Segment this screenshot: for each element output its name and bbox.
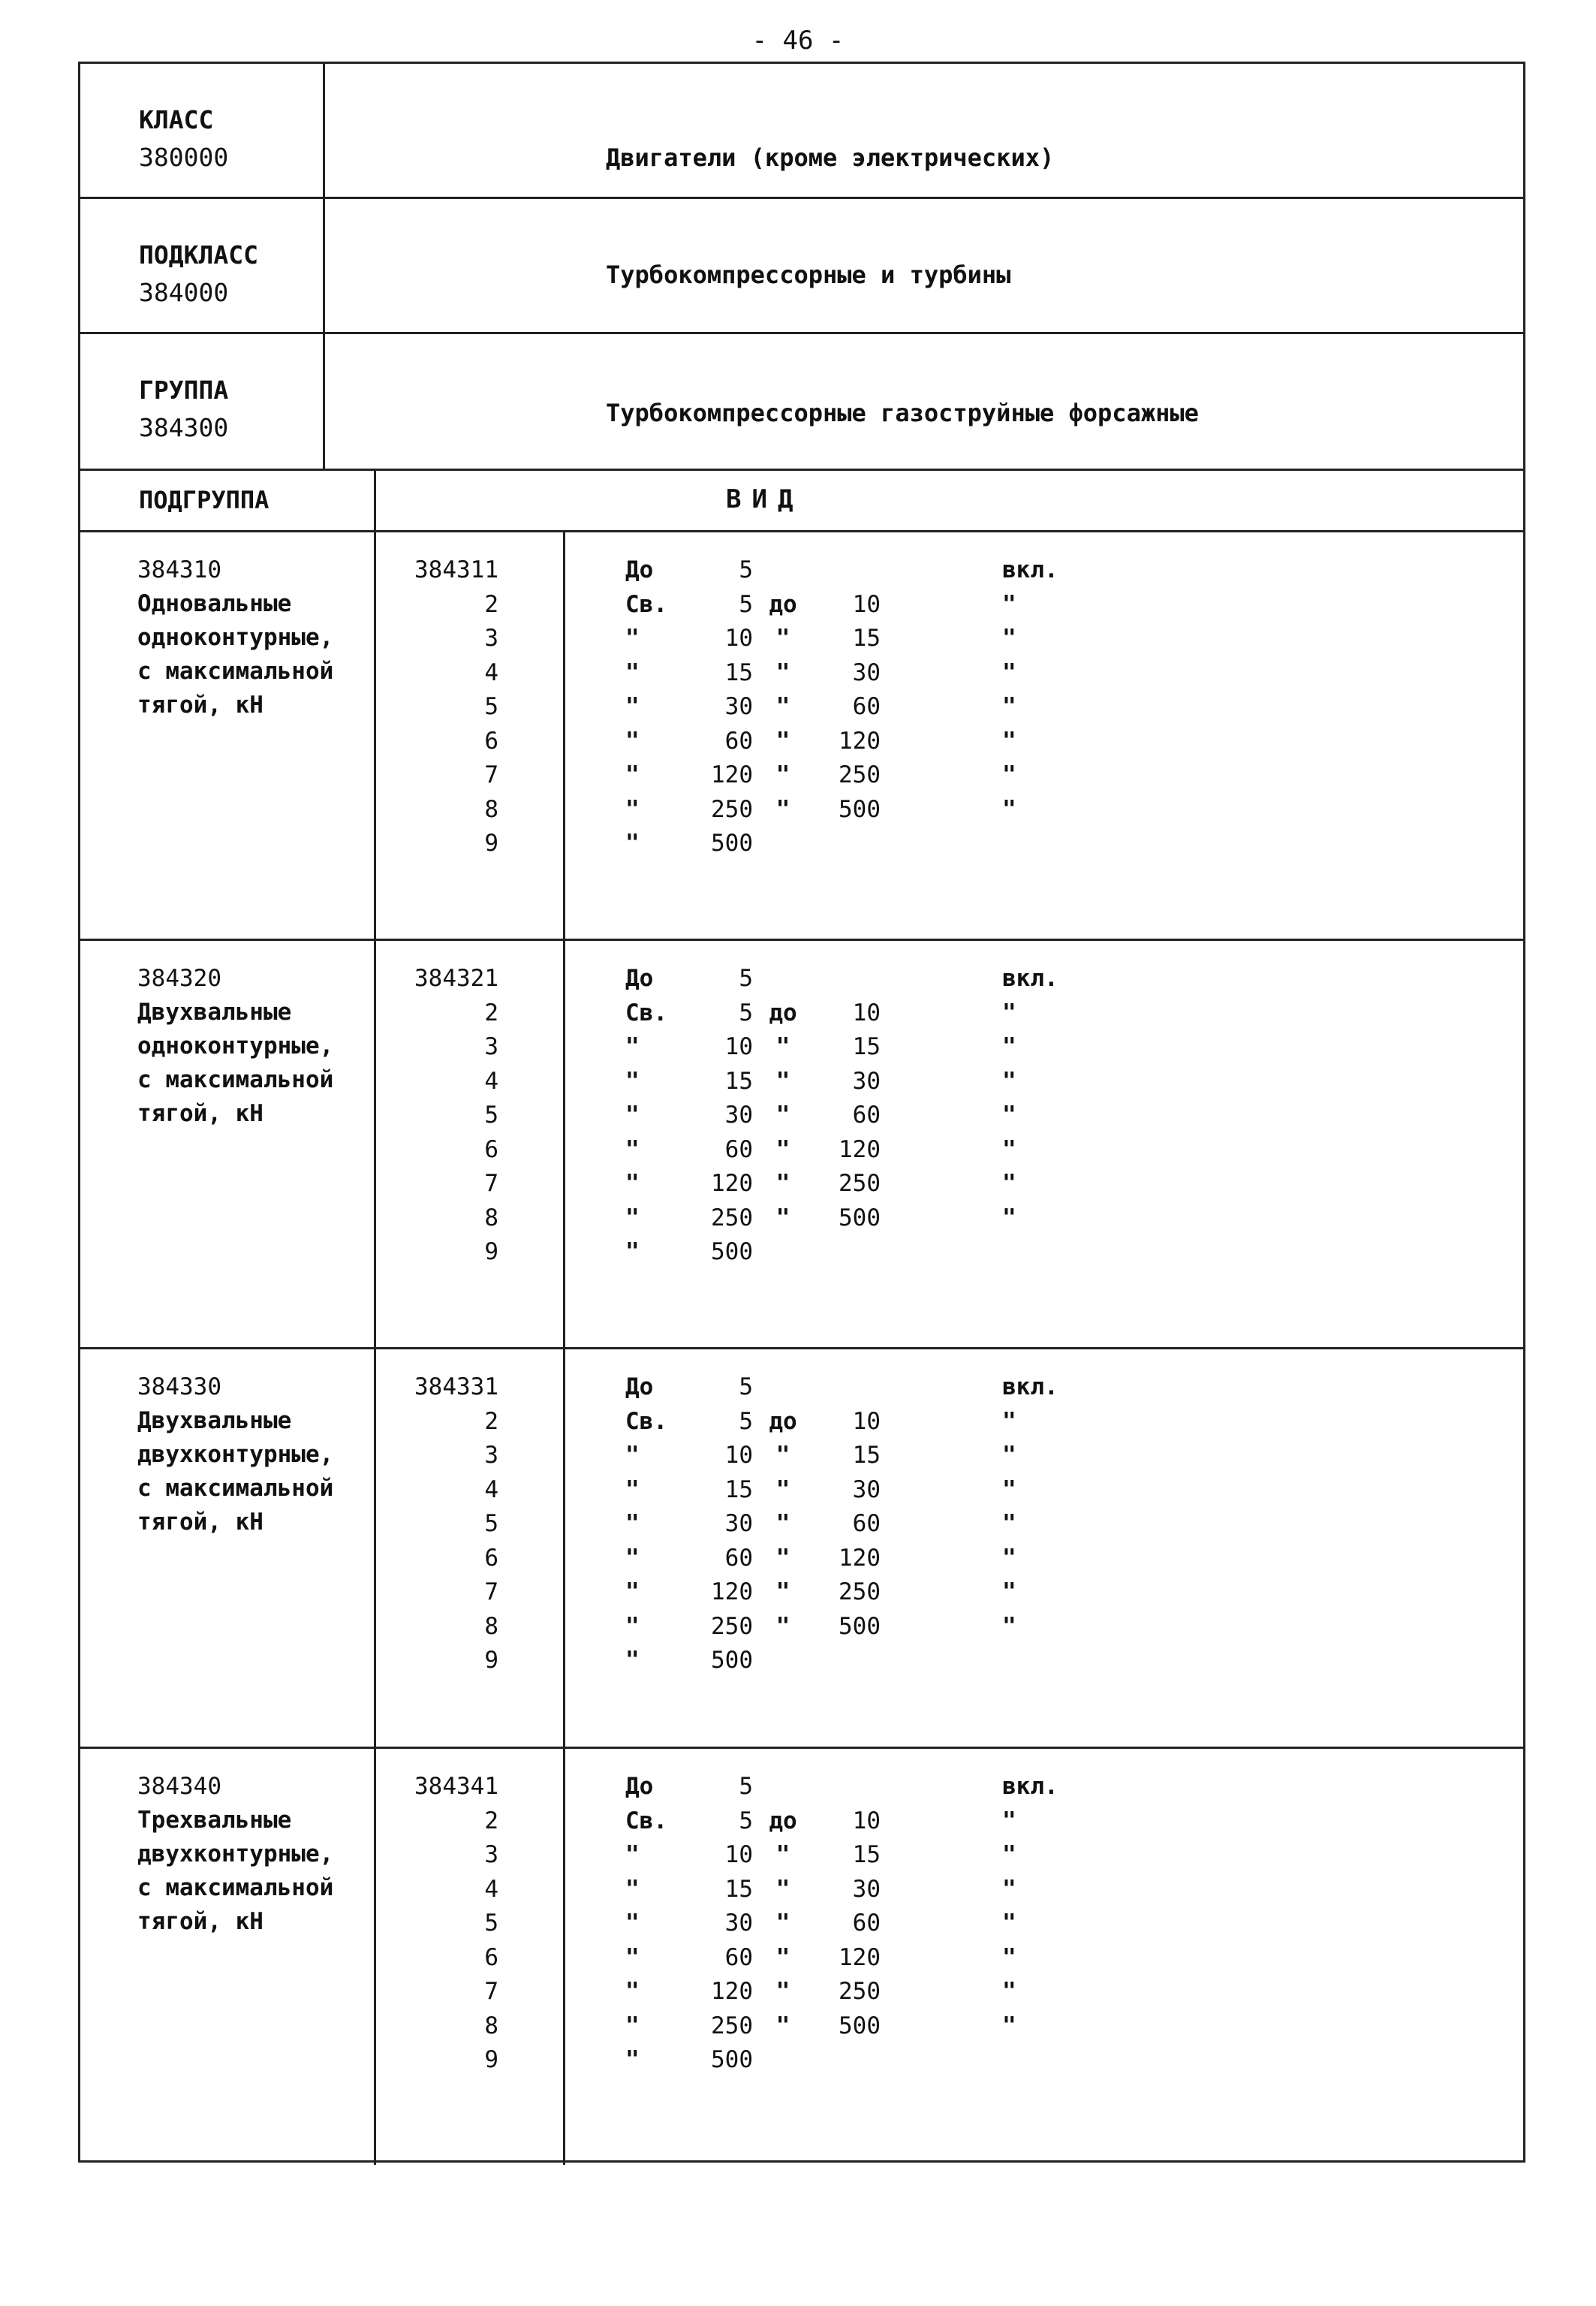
range-from: 250	[711, 1612, 753, 1640]
range-to: "	[775, 1510, 790, 1537]
range-row	[565, 1941, 1241, 1976]
kind-code: 5	[484, 1102, 498, 1129]
range-pre: Св.	[625, 590, 667, 618]
range-row	[565, 656, 1241, 691]
subclass-row	[80, 199, 1523, 334]
range-row	[565, 1770, 1241, 1804]
range-to: "	[775, 1135, 790, 1163]
range-from: 5	[739, 1407, 753, 1435]
range-pre: "	[625, 1170, 640, 1197]
range-from: 500	[711, 830, 753, 857]
range-upto: 500	[839, 1204, 881, 1231]
range-from: 15	[724, 1476, 753, 1503]
kind-code: 7	[484, 1978, 498, 2005]
range-incl: "	[1002, 2012, 1016, 2039]
subgroup-block	[80, 532, 1523, 941]
range-from: 120	[711, 1578, 753, 1605]
range-pre: "	[625, 1910, 640, 1937]
range-row	[565, 962, 1241, 996]
range-pre: "	[625, 1204, 640, 1231]
range-incl: "	[1002, 1612, 1016, 1640]
range-upto: 15	[852, 625, 881, 652]
range-from: 500	[711, 1647, 753, 1674]
range-pre: "	[625, 2046, 640, 2073]
range-to: до	[769, 999, 797, 1026]
range-pre: "	[625, 2012, 640, 2039]
range-upto: 30	[852, 1067, 881, 1095]
range-row	[565, 1542, 1241, 1576]
range-to: "	[775, 693, 790, 720]
kind-code: 384321	[414, 965, 498, 992]
range-row	[565, 622, 1241, 656]
range-pre: Св.	[625, 999, 667, 1026]
range-row	[565, 588, 1241, 622]
range-pre: "	[625, 1875, 640, 1903]
subgroup-code: 384310	[137, 556, 221, 583]
range-to: "	[775, 1442, 790, 1469]
subgroup-description	[80, 532, 376, 939]
range-from: 15	[724, 1875, 753, 1903]
range-pre: "	[625, 1647, 640, 1674]
range-upto: 500	[839, 1612, 881, 1640]
kind-code: 3	[484, 1033, 498, 1060]
range-incl: "	[1002, 659, 1016, 686]
subgroup-title-line: тягой, кН	[137, 1908, 263, 1935]
range-to: "	[775, 1170, 790, 1197]
range-row	[565, 996, 1241, 1031]
range-from: 5	[739, 590, 753, 618]
range-pre: "	[625, 761, 640, 788]
range-upto: 250	[839, 1170, 881, 1197]
kind-code: 8	[484, 1612, 498, 1640]
range-incl: "	[1002, 761, 1016, 788]
range-from: 10	[724, 1841, 753, 1868]
range-upto: 120	[839, 1544, 881, 1572]
range-to: "	[775, 1841, 790, 1868]
subgroup-column-header: ПОДГРУППА	[80, 471, 376, 530]
subgroup-title-line: одноконтурные,	[137, 1032, 334, 1060]
range-to: "	[775, 761, 790, 788]
kind-code: 2	[484, 999, 498, 1026]
range-to: "	[775, 2012, 790, 2039]
range-incl: "	[1002, 1578, 1016, 1605]
range-pre: "	[625, 1578, 640, 1605]
range-upto: 10	[852, 1807, 881, 1834]
range-from: 250	[711, 795, 753, 823]
subgroup-title-line: с максимальной	[137, 1475, 334, 1502]
range-to: "	[775, 1102, 790, 1129]
range-upto: 250	[839, 761, 881, 788]
range-to: "	[775, 795, 790, 823]
range-incl: "	[1002, 1033, 1016, 1060]
subclass-label: ПОДКЛАСС	[139, 240, 258, 270]
range-pre: "	[625, 1442, 640, 1469]
range-to: "	[775, 1875, 790, 1903]
range-incl: "	[1002, 1476, 1016, 1503]
range-to: "	[775, 1612, 790, 1640]
kind-code: 3	[484, 625, 498, 652]
subgroup-block	[80, 941, 1523, 1349]
range-incl: "	[1002, 1875, 1016, 1903]
range-incl: вкл.	[1002, 556, 1058, 583]
range-pre: "	[625, 1033, 640, 1060]
subgroup-code: 384320	[137, 965, 221, 992]
range-to: до	[769, 1407, 797, 1435]
range-row	[565, 1405, 1241, 1439]
range-incl: "	[1002, 1135, 1016, 1163]
kind-code: 9	[484, 1238, 498, 1265]
range-row	[565, 1507, 1241, 1542]
kind-code: 8	[484, 1204, 498, 1231]
range-incl: "	[1002, 1510, 1016, 1537]
kind-code: 5	[484, 1910, 498, 1937]
range-incl: "	[1002, 625, 1016, 652]
subclass-code: 384000	[139, 278, 229, 307]
group-label: ГРУППА	[139, 375, 229, 405]
range-from: 120	[711, 761, 753, 788]
range-to: "	[775, 625, 790, 652]
kind-code: 3	[484, 1841, 498, 1868]
range-from: 10	[724, 1442, 753, 1469]
range-pre: "	[625, 830, 640, 857]
range-row	[565, 1873, 1241, 1907]
range-to: "	[775, 1578, 790, 1605]
kind-code: 384331	[414, 1373, 498, 1400]
range-from: 250	[711, 1204, 753, 1231]
range-row	[565, 827, 1241, 861]
subgroup-code: 384340	[137, 1773, 221, 1800]
range-pre: "	[625, 1102, 640, 1129]
range-to: "	[775, 1476, 790, 1503]
kind-code: 4	[484, 659, 498, 686]
kind-ranges	[565, 1770, 1241, 2078]
range-incl: "	[1002, 1807, 1016, 1834]
kind-code: 7	[484, 1170, 498, 1197]
group-label-cell	[80, 334, 325, 469]
subgroup-title-line: Двухвальные	[137, 1407, 292, 1434]
range-pre: "	[625, 1476, 640, 1503]
range-row	[565, 1804, 1241, 1839]
subgroup-block	[80, 1749, 1523, 2165]
range-row	[565, 1575, 1241, 1610]
range-row	[565, 1167, 1241, 1201]
kind-code: 8	[484, 2012, 498, 2039]
classification-table	[78, 62, 1525, 2163]
range-from: 60	[724, 1544, 753, 1572]
range-from: 5	[739, 965, 753, 992]
kind-code: 8	[484, 795, 498, 823]
subgroup-title-line: тягой, кН	[137, 1100, 263, 1127]
range-from: 500	[711, 1238, 753, 1265]
group-text: Турбокомпрессорные газоструйные форсажные	[606, 399, 1199, 427]
range-incl: "	[1002, 795, 1016, 823]
range-upto: 250	[839, 1578, 881, 1605]
range-from: 120	[711, 1978, 753, 2005]
group-code: 384300	[139, 413, 229, 442]
range-pre: "	[625, 1067, 640, 1095]
range-row	[565, 1370, 1241, 1405]
kind-code: 2	[484, 1807, 498, 1834]
kind-code: 9	[484, 830, 498, 857]
kind-code: 384341	[414, 1773, 498, 1800]
kind-code: 7	[484, 1578, 498, 1605]
range-from: 10	[724, 625, 753, 652]
kind-code: 4	[484, 1067, 498, 1095]
range-from: 30	[724, 1510, 753, 1537]
kind-code: 9	[484, 1647, 498, 1674]
subgroup-title-line: тягой, кН	[137, 1509, 263, 1536]
range-incl: "	[1002, 1978, 1016, 2005]
range-incl: "	[1002, 1067, 1016, 1095]
range-row	[565, 793, 1241, 827]
range-pre: "	[625, 727, 640, 755]
range-row	[565, 1065, 1241, 1099]
range-from: 5	[739, 1807, 753, 1834]
range-from: 500	[711, 2046, 753, 2073]
kind-code: 7	[484, 761, 498, 788]
range-to: "	[775, 1910, 790, 1937]
range-from: 60	[724, 1943, 753, 1971]
range-pre: "	[625, 1841, 640, 1868]
range-row	[565, 758, 1241, 793]
subgroup-title-line: тягой, кН	[137, 692, 263, 719]
range-to: "	[775, 1067, 790, 1095]
subgroup-title-line: двухконтурные,	[137, 1441, 334, 1468]
range-incl: вкл.	[1002, 1373, 1058, 1400]
range-pre: "	[625, 625, 640, 652]
range-incl: "	[1002, 1204, 1016, 1231]
range-pre: "	[625, 1238, 640, 1265]
kind-code: 4	[484, 1875, 498, 1903]
range-row	[565, 1099, 1241, 1133]
range-pre: "	[625, 1544, 640, 1572]
range-from: 5	[739, 1373, 753, 1400]
range-to: "	[775, 1544, 790, 1572]
kind-code: 6	[484, 1943, 498, 1971]
subgroup-description	[80, 941, 376, 1347]
subgroup-title-line: с максимальной	[137, 658, 334, 685]
range-upto: 60	[852, 693, 881, 720]
range-upto: 500	[839, 795, 881, 823]
range-to: до	[769, 1807, 797, 1834]
range-incl: "	[1002, 693, 1016, 720]
class-label-cell	[80, 64, 325, 197]
range-from: 15	[724, 1067, 753, 1095]
kind-code: 4	[484, 1476, 498, 1503]
range-pre: Св.	[625, 1807, 667, 1834]
range-pre: Св.	[625, 1407, 667, 1435]
subgroup-description	[80, 1349, 376, 1747]
subclass-label-cell	[80, 199, 325, 332]
range-incl: "	[1002, 1943, 1016, 1971]
range-from: 5	[739, 999, 753, 1026]
range-incl: "	[1002, 1910, 1016, 1937]
range-upto: 250	[839, 1978, 881, 2005]
class-code: 380000	[139, 143, 229, 172]
range-pre: "	[625, 1612, 640, 1640]
range-to: "	[775, 1978, 790, 2005]
range-incl: "	[1002, 999, 1016, 1026]
range-from: 5	[739, 556, 753, 583]
range-pre: "	[625, 795, 640, 823]
range-upto: 60	[852, 1910, 881, 1937]
range-row	[565, 690, 1241, 725]
range-to: "	[775, 1033, 790, 1060]
kind-code: 3	[484, 1442, 498, 1469]
column-header-row	[80, 471, 1523, 532]
subgroup-title-line: Трехвальные	[137, 1807, 292, 1834]
subgroup-title-line: Одновальные	[137, 590, 292, 617]
class-label: КЛАСС	[139, 105, 214, 134]
range-to: "	[775, 659, 790, 686]
range-from: 5	[739, 1773, 753, 1800]
subgroup-title-line: с максимальной	[137, 1066, 334, 1093]
subgroup-description	[80, 1749, 376, 2165]
subgroup-code: 384330	[137, 1373, 221, 1400]
range-upto: 10	[852, 1407, 881, 1435]
range-from: 30	[724, 1910, 753, 1937]
range-from: 60	[724, 727, 753, 755]
group-row	[80, 334, 1523, 471]
kind-code: 6	[484, 1135, 498, 1163]
range-row	[565, 1473, 1241, 1508]
kind-column-header: ВИД	[726, 484, 804, 514]
range-upto: 120	[839, 1135, 881, 1163]
range-row	[565, 1838, 1241, 1873]
range-upto: 30	[852, 1875, 881, 1903]
kind-code: 6	[484, 727, 498, 755]
range-pre: "	[625, 1978, 640, 2005]
range-to: "	[775, 727, 790, 755]
range-pre: До	[625, 556, 654, 583]
subgroup-title-line: Двухвальные	[137, 999, 292, 1026]
range-incl: "	[1002, 1170, 1016, 1197]
kind-code: 2	[484, 1407, 498, 1435]
kind-ranges	[565, 1370, 1241, 1678]
range-upto: 60	[852, 1510, 881, 1537]
range-from: 30	[724, 1102, 753, 1129]
range-row	[565, 1907, 1241, 1941]
range-upto: 15	[852, 1033, 881, 1060]
subgroup-title-line: с максимальной	[137, 1874, 334, 1901]
range-incl: вкл.	[1002, 965, 1058, 992]
range-incl: "	[1002, 1442, 1016, 1469]
range-incl: "	[1002, 727, 1016, 755]
range-incl: "	[1002, 590, 1016, 618]
range-from: 15	[724, 659, 753, 686]
kind-code: 2	[484, 590, 498, 618]
range-upto: 15	[852, 1442, 881, 1469]
range-upto: 60	[852, 1102, 881, 1129]
range-incl: "	[1002, 1102, 1016, 1129]
subclass-text: Турбокомпрессорные и турбины	[606, 261, 1011, 289]
kind-codes	[376, 1349, 565, 1747]
range-upto: 120	[839, 727, 881, 755]
range-upto: 30	[852, 1476, 881, 1503]
range-pre: До	[625, 1773, 654, 1800]
range-upto: 120	[839, 1943, 881, 1971]
range-upto: 30	[852, 659, 881, 686]
kind-codes	[376, 1749, 565, 2165]
range-pre: "	[625, 1943, 640, 1971]
kind-code: 5	[484, 1510, 498, 1537]
range-from: 10	[724, 1033, 753, 1060]
range-row	[565, 2009, 1241, 2044]
range-from: 250	[711, 2012, 753, 2039]
range-upto: 10	[852, 999, 881, 1026]
kind-ranges	[565, 553, 1241, 861]
range-to: до	[769, 590, 797, 618]
kind-code: 6	[484, 1544, 498, 1572]
subgroup-block	[80, 1349, 1523, 1749]
range-to: "	[775, 1943, 790, 1971]
range-incl: "	[1002, 1544, 1016, 1572]
range-upto: 15	[852, 1841, 881, 1868]
range-row	[565, 1975, 1241, 2009]
range-from: 30	[724, 693, 753, 720]
range-incl: "	[1002, 1407, 1016, 1435]
kind-codes	[376, 941, 565, 1347]
range-pre: "	[625, 659, 640, 686]
range-pre: "	[625, 1510, 640, 1537]
page-number: - 46 -	[751, 26, 845, 56]
range-row	[565, 1235, 1241, 1270]
range-upto: 10	[852, 590, 881, 618]
range-row	[565, 2043, 1241, 2078]
range-pre: "	[625, 1135, 640, 1163]
subgroup-title-line: двухконтурные,	[137, 1840, 334, 1867]
range-row	[565, 725, 1241, 759]
range-row	[565, 553, 1241, 588]
range-from: 120	[711, 1170, 753, 1197]
range-row	[565, 1610, 1241, 1644]
kind-ranges	[565, 962, 1241, 1270]
class-row	[80, 64, 1523, 199]
range-upto: 500	[839, 2012, 881, 2039]
range-incl: "	[1002, 1841, 1016, 1868]
kind-codes	[376, 532, 565, 939]
kind-code: 384311	[414, 556, 498, 583]
range-to: "	[775, 1204, 790, 1231]
range-row	[565, 1030, 1241, 1065]
range-pre: До	[625, 965, 654, 992]
range-row	[565, 1133, 1241, 1168]
range-pre: До	[625, 1373, 654, 1400]
class-text: Двигатели (кроме электрических)	[606, 143, 1055, 172]
kind-code: 9	[484, 2046, 498, 2073]
range-pre: "	[625, 693, 640, 720]
subgroup-title-line: одноконтурные,	[137, 624, 334, 651]
range-row	[565, 1644, 1241, 1678]
range-row	[565, 1439, 1241, 1473]
range-incl: вкл.	[1002, 1773, 1058, 1800]
kind-code: 5	[484, 693, 498, 720]
range-row	[565, 1201, 1241, 1236]
range-from: 60	[724, 1135, 753, 1163]
